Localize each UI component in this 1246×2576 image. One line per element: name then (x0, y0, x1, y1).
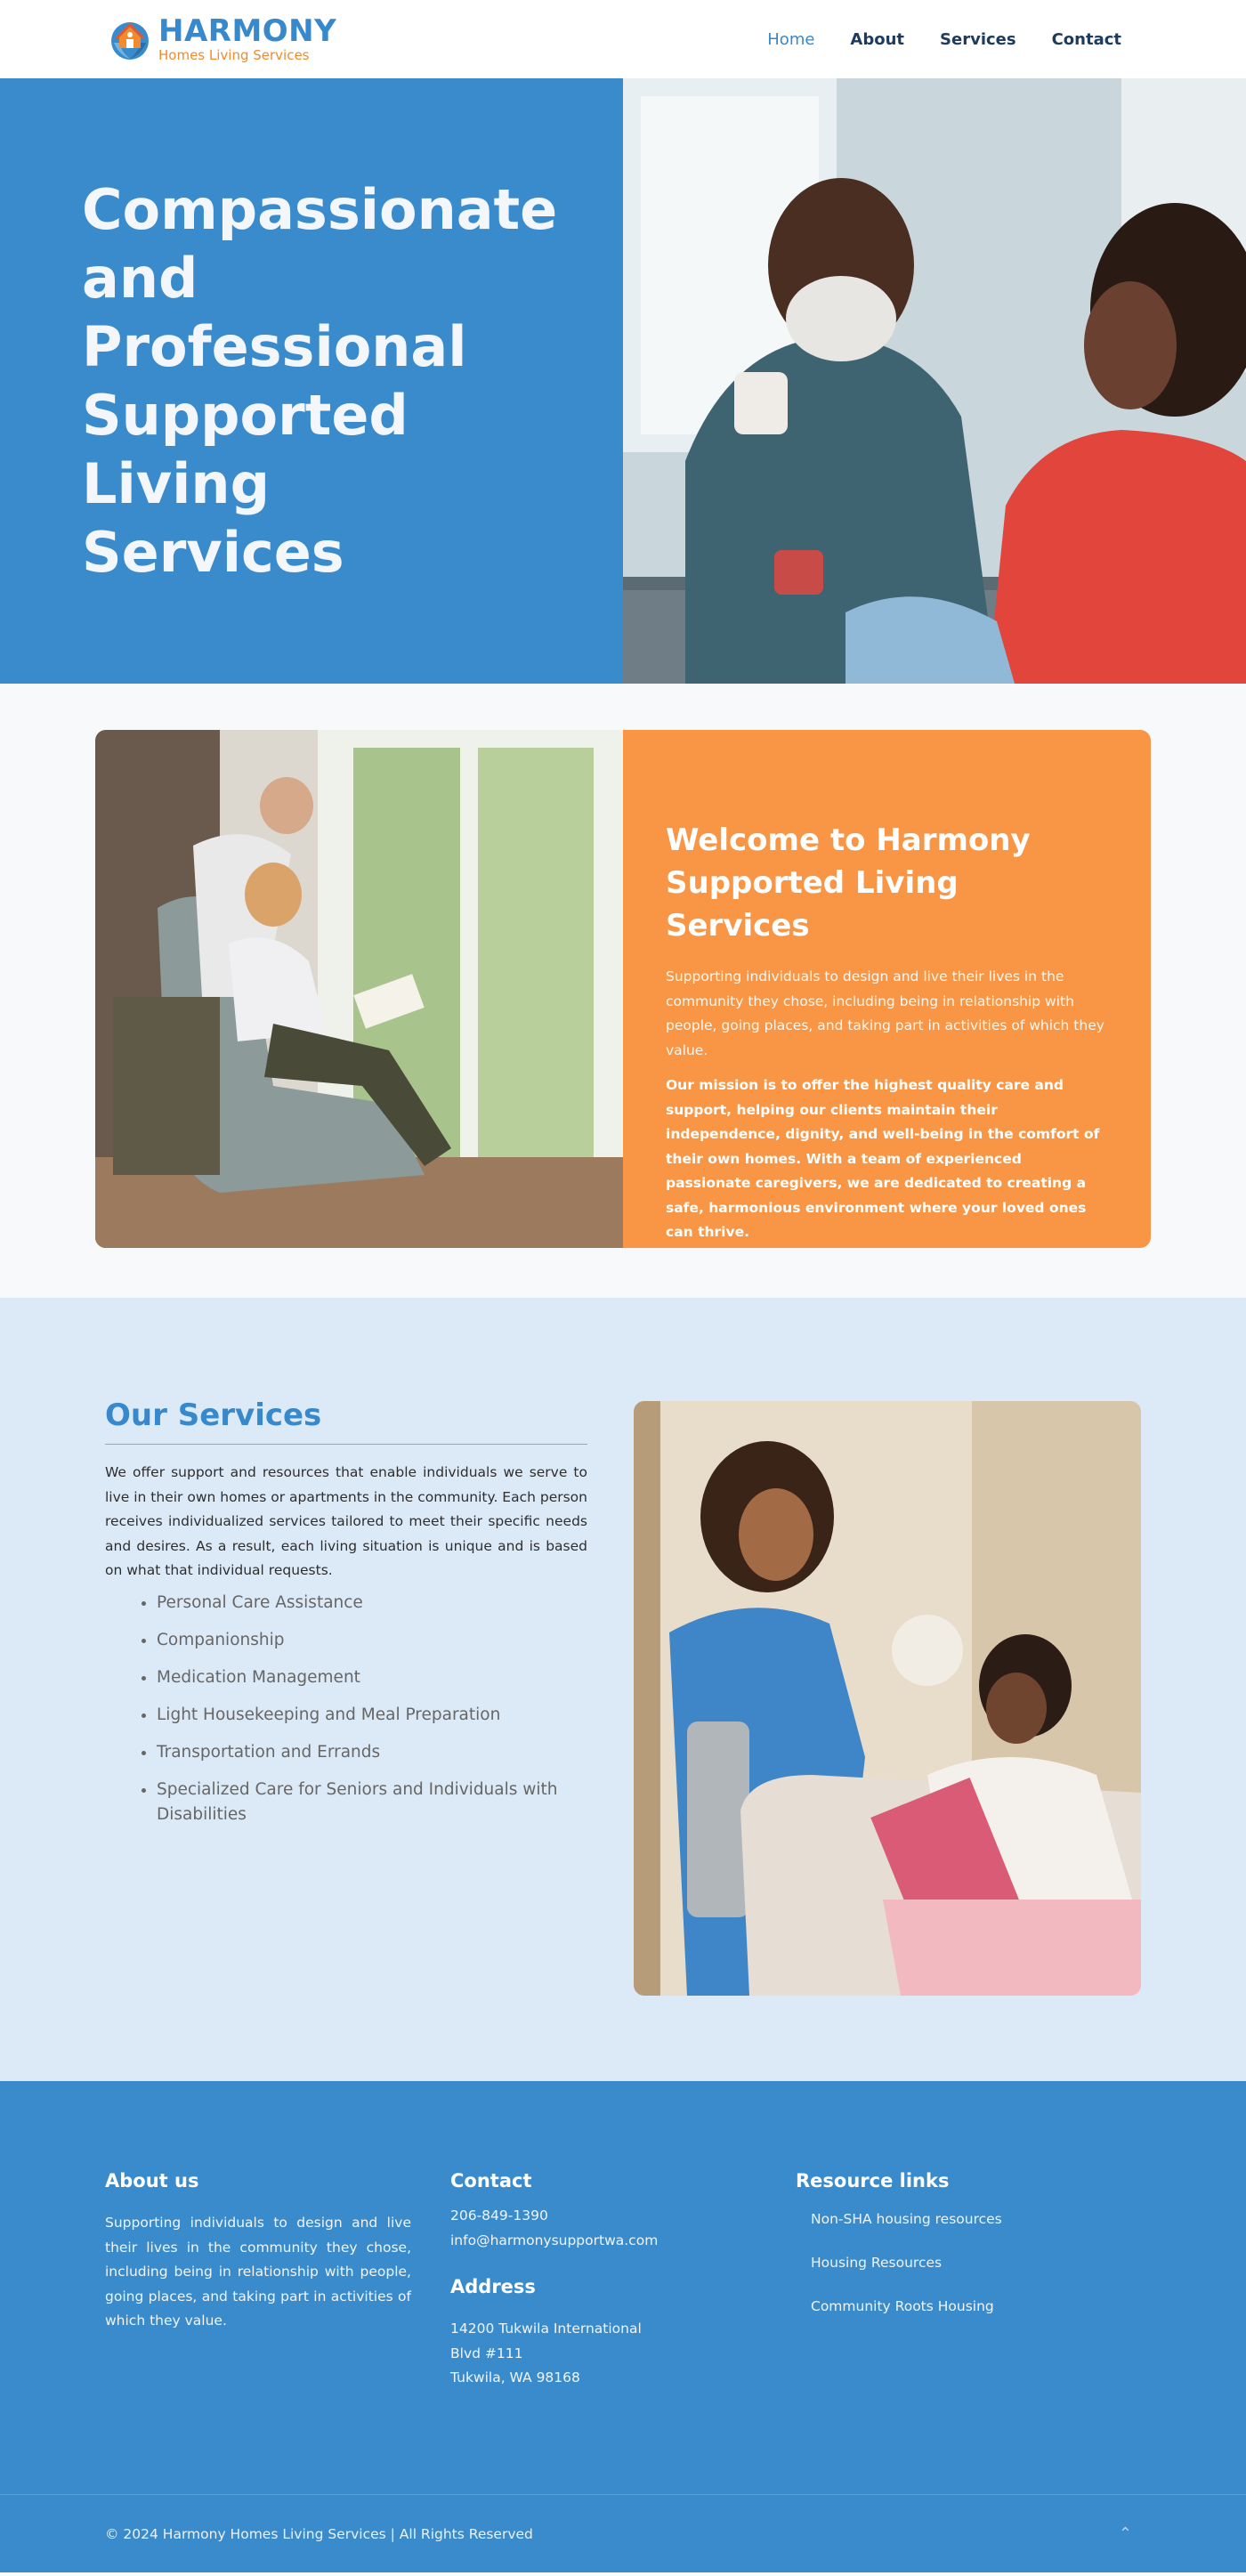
footer-resources (796, 2170, 1141, 2494)
welcome-card (95, 730, 1151, 1248)
footer-resources-title: Resource links (796, 2170, 950, 2191)
services-title: Our Services (105, 1397, 587, 1445)
service-item: • Light Housekeeping and Meal Preparation (157, 1703, 587, 1728)
service-item: • Specialized Care for Seniors and Individuals with Disabilities (157, 1778, 587, 1827)
hero-title-line: and Professional (82, 246, 467, 379)
services-description: We offer support and resources that enable individuals we serve to live in their own homes or apartments in the community. Each person receives individualized services tailored to meet their specific needs and desires. As a result, each living situation is unique and is based on what that individual requests. (105, 1464, 587, 1578)
site-footer (0, 2081, 1246, 2494)
hero-title-line: Compassionate (82, 177, 558, 242)
welcome-photo-elderly-couple (95, 730, 623, 1248)
welcome-section (0, 684, 1246, 1298)
logo[interactable] (107, 13, 337, 63)
nav-about[interactable]: About (850, 29, 905, 49)
services-photo-illustration (634, 1401, 1141, 1996)
footer-about (105, 2170, 450, 2494)
brand-name: HARMONY (158, 13, 337, 49)
service-item: • Transportation and Errands (157, 1740, 587, 1765)
hero-photo-illustration (623, 78, 1246, 684)
footer-phone[interactable]: 206-849-1390 (450, 2207, 548, 2224)
footer-address-line: 14200 Tukwila International (450, 2321, 642, 2337)
hero-text-panel (0, 78, 623, 684)
brand-tagline: Homes Living Services (158, 47, 310, 63)
footer-contact-title: Contact (450, 2170, 532, 2191)
hero-title-line: Services (82, 520, 344, 585)
nav-contact[interactable]: Contact (1051, 29, 1121, 49)
footer-email[interactable]: info@harmonysupportwa.com (450, 2232, 659, 2248)
copyright-text: © 2024 Harmony Homes Living Services | All Rights Reserved (105, 2525, 533, 2542)
service-item: • Medication Management (157, 1665, 587, 1690)
resource-links (796, 2211, 1141, 2314)
copyright-bar (0, 2494, 1246, 2572)
services-text (105, 1394, 587, 2081)
resource-link[interactable]: Community Roots Housing (811, 2298, 994, 2314)
welcome-text-panel (623, 730, 1151, 1248)
chevron-up-icon[interactable]: ⌃ (1118, 2524, 1132, 2543)
service-item: • Personal Care Assistance (157, 1591, 587, 1616)
footer-address-line: Tukwila, WA 98168 (450, 2369, 580, 2386)
services-list (157, 1591, 587, 1827)
footer-address-title: Address (450, 2276, 536, 2297)
site-header (0, 0, 1246, 78)
footer-contact (450, 2170, 796, 2494)
hero-title-line: Supported Living (82, 383, 409, 516)
footer-about-title: About us (105, 2170, 199, 2191)
welcome-intro: Supporting individuals to design and live their lives in the community they chose, including being in relationship with people, going places, and taking part in activities of which they value. (666, 968, 1104, 1058)
welcome-photo-illustration (95, 730, 623, 1248)
footer-address-line: Blvd #111 (450, 2345, 523, 2361)
nav-home[interactable]: Home (767, 29, 815, 49)
services-photo-caregiver (634, 1401, 1141, 1996)
nav-services[interactable]: Services (940, 29, 1016, 49)
service-item: • Companionship (157, 1628, 587, 1653)
hero-section (0, 78, 1246, 684)
hero-title (82, 175, 557, 587)
main-nav (767, 30, 1121, 49)
resource-link[interactable]: Non-SHA housing resources (811, 2211, 1002, 2227)
resource-link[interactable]: Housing Resources (811, 2255, 943, 2271)
welcome-title: Welcome to Harmony Supported Living Services (666, 822, 1031, 944)
hero-photo-couple-coffee (623, 78, 1246, 684)
services-section (0, 1298, 1246, 2081)
logo-house-hands-icon (107, 16, 153, 62)
footer-about-text: Supporting individuals to design and live their lives in the community they chose, including being in relationship with people, going places, and taking part in activities of which they value. (105, 2215, 411, 2329)
welcome-mission: Our mission is to offer the highest quality care and support, helping our clients maintain their independence, dignity, and well-being in the comfort of their own homes. With a team of experienced passionate caregivers, we are dedicated to creating a safe, harmonious environment where your loved ones can thrive. (666, 1077, 1100, 1240)
